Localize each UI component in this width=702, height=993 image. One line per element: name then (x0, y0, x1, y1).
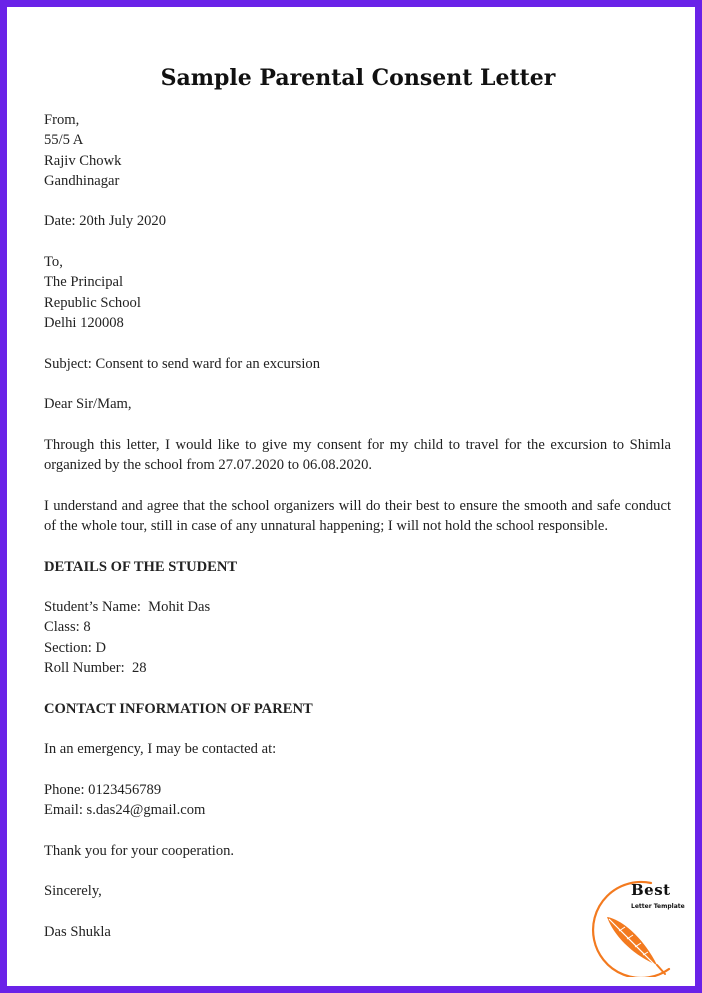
letter-date: Date: 20th July 2020 (44, 213, 167, 230)
student-detail-line: Student’s Name: Mohit Das (44, 599, 211, 616)
address-line: To, (44, 254, 63, 271)
body-paragraph: I understand and agree that the school organizers will do their best to ensure the smooth and safe conduct of the whole tour, still in case of any unnatural happening; I will not hold the school responsible. (44, 497, 671, 534)
salutation: Dear Sir/Mam, (44, 396, 132, 413)
student-details (44, 597, 671, 678)
address-line: Rajiv Chowk (44, 152, 122, 169)
logo-word: Best (631, 881, 671, 899)
body-paragraph: Through this letter, I would like to give my consent for my child to travel for the excursion to Shimla organized by the school from 27.07.2020 to 06.08.2020. (44, 436, 671, 474)
sender-address (44, 110, 671, 191)
address-line: From, (44, 112, 80, 128)
address-line: Gandhinagar (44, 172, 120, 189)
document-title: Sample Parental Consent Letter (160, 65, 556, 91)
student-details-heading: DETAILS OF THE STUDENT (44, 558, 238, 575)
logo-subtitle: Letter Template (631, 903, 685, 910)
contact-intro: In an emergency, I may be contacted at: (44, 741, 277, 758)
letter-body (44, 110, 671, 942)
contact-details (44, 780, 671, 821)
address-line: Delhi 120008 (44, 314, 124, 331)
best-letter-template-logo (585, 877, 695, 977)
signature-name: Das Shukla (44, 923, 111, 940)
contact-email: Email: s.das24@gmail.com (44, 802, 206, 819)
recipient-address (44, 252, 671, 333)
student-detail-line: Section: D (44, 639, 107, 656)
closing-line: Sincerely, (44, 883, 102, 900)
address-line: The Principal (44, 274, 124, 291)
address-line: Republic School (44, 294, 141, 311)
student-detail-line: Class: 8 (44, 619, 91, 636)
subject-line: Subject: Consent to send ward for an excursion (44, 355, 321, 372)
student-detail-line: Roll Number: 28 (44, 660, 147, 677)
contact-phone: Phone: 0123456789 (44, 781, 162, 798)
thanks-line: Thank you for your cooperation. (44, 842, 235, 859)
address-line: 55/5 A (44, 132, 84, 149)
contact-info-heading: CONTACT INFORMATION OF PARENT (44, 700, 313, 717)
